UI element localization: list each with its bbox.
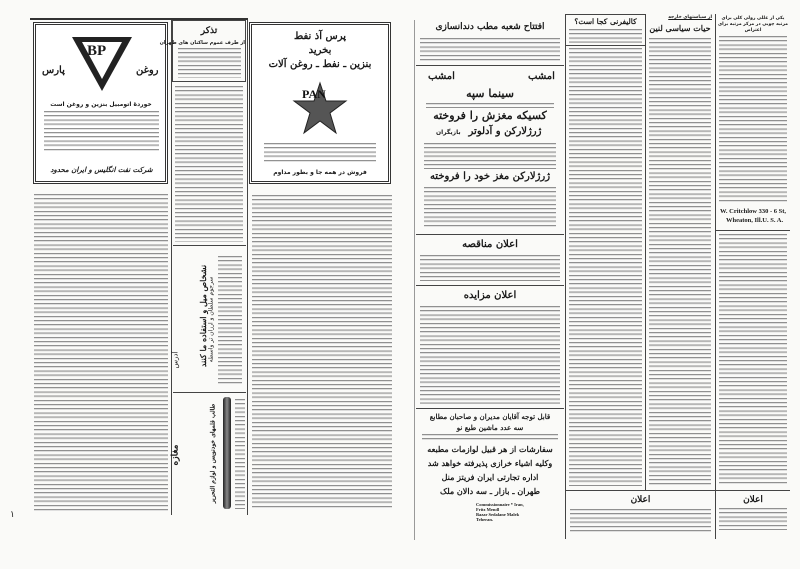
center-notice xyxy=(566,490,715,538)
pars-footer: فروش در همه جا و بطور مداوم xyxy=(273,169,367,176)
lenin-title: حیات سیاسی لنین xyxy=(649,23,711,33)
bp-subtitle: خوردهٔ اتومبیل بنزین و روغن است xyxy=(50,101,152,108)
bp-company-name: شرکت نفت انگلیس و ایران محدود xyxy=(50,165,153,174)
reminder-subtitle: از طرف عموم ساکنان های طهران xyxy=(159,40,245,46)
dental-clinic-ad xyxy=(416,16,564,66)
divider xyxy=(716,230,790,231)
printing-ad xyxy=(416,410,564,538)
cinema-venue: سینما سپه xyxy=(466,87,514,100)
cinema-body-2 xyxy=(424,187,556,229)
auction-notice xyxy=(416,287,564,409)
vertical-ad-1 xyxy=(173,245,246,393)
printing-latin-address xyxy=(476,502,524,522)
reminder-notice xyxy=(159,20,246,82)
california-intro xyxy=(569,29,642,43)
right-body-1 xyxy=(719,36,787,204)
vertical-ad-2-subtitle: مغازه xyxy=(170,444,181,466)
cinema-body-1 xyxy=(424,143,556,169)
divider xyxy=(716,490,790,491)
vertical-ad-2 xyxy=(170,395,246,515)
tender-notice xyxy=(416,236,564,286)
auction-title: اعلان مزایده xyxy=(463,290,517,301)
right-headline: یکی از عللی رولی کلی برای مرتبه چوبی در مرکز مرتبه برای اعتراض xyxy=(718,16,788,33)
right-article xyxy=(716,14,790,534)
pars-line-3: بنزین ـ نفط ـ روغن آلات xyxy=(268,59,372,70)
article-left-column xyxy=(34,194,168,512)
right-notice-title: اعلان xyxy=(743,495,763,505)
printing-line-5: اداره تجارتی ایران فریتز منل xyxy=(441,472,539,482)
printing-line-4: وکلیه اشیاء خرازی پذیرفته خواهد شد xyxy=(427,458,553,468)
latin-line: Bazar Sedalane Malek xyxy=(476,512,520,517)
bp-logo-text: BP xyxy=(87,43,107,59)
latin-line: Commissionnaire * Iran, xyxy=(476,502,524,507)
center-notice-title: اعلان xyxy=(630,495,651,505)
vertical-ad-2-title: طالب قلمهای خودنویس و لوازم التحریر xyxy=(209,403,217,504)
stars-label: بازیگران xyxy=(436,129,461,136)
printing-line-6: طهران ـ بازار ـ سه دالان ملک xyxy=(440,486,540,496)
printing-body xyxy=(422,434,558,442)
vertical-ad-1-body xyxy=(218,256,242,386)
cinema-ad xyxy=(416,67,564,235)
bp-word-pars: پارس xyxy=(42,65,65,76)
right-body-2 xyxy=(719,234,787,486)
tonight-left: امشب xyxy=(428,71,455,82)
california-article xyxy=(566,14,645,490)
article-right-column xyxy=(252,195,392,510)
page-number: ۱ xyxy=(10,510,15,520)
divider xyxy=(566,45,645,46)
latin-line: Teheran. xyxy=(476,517,493,522)
pars-line-1: پرس آذ نفط xyxy=(293,31,347,42)
vertical-ad-2-body xyxy=(235,399,245,509)
section-label: از سیاستهای خارجه xyxy=(668,15,712,20)
right-notice-body xyxy=(719,508,787,530)
reminder-title: تذکر xyxy=(200,26,218,36)
tender-body xyxy=(420,255,560,281)
latin-line: Fritz Mendl xyxy=(476,507,500,512)
bp-body-text xyxy=(44,111,159,151)
cinema-intro xyxy=(426,103,554,108)
column-divider xyxy=(171,20,172,515)
lenin-body xyxy=(649,38,711,485)
top-rule xyxy=(30,18,248,20)
vertical-ad-1-subtitle: سرجوم سلطان و ارزان تر واسطه xyxy=(207,276,215,363)
critchlow-address xyxy=(720,207,786,225)
dental-title: افتتاح شعبه مطب دندانسازی xyxy=(435,22,545,32)
pan-logo-text: PAN xyxy=(302,87,326,101)
address-line: Wheaton, Ill.U. S. A. xyxy=(726,217,784,224)
film-title-2: ژرژلارکن مغز خود را فروخته xyxy=(429,171,551,182)
fountain-pen-image xyxy=(223,397,231,509)
bp-oil-ad xyxy=(33,22,168,184)
column-divider xyxy=(247,20,248,515)
film-stars: ژرژلارکن و آدلوتر xyxy=(468,126,542,137)
tonight-right: امشب xyxy=(528,71,555,82)
california-body xyxy=(569,48,642,486)
auction-body xyxy=(420,306,560,404)
center-gutter xyxy=(414,20,415,540)
pars-oil-ad xyxy=(249,22,391,184)
pars-line-2: بخرید xyxy=(308,45,332,56)
vertical-ad-1-title: نشخاص میل و استفاده ما کنند xyxy=(198,264,208,368)
center-notice-body xyxy=(570,509,711,533)
film-title: کسیکه مغزش را فروخته xyxy=(433,109,547,122)
california-title: کالیفرنی کجا است؟ xyxy=(574,17,637,26)
bp-word-roghan: روغن xyxy=(136,65,159,76)
reminder-body xyxy=(178,48,241,78)
address-line: W. Critchlow 330 - 6 St, xyxy=(720,208,787,215)
pars-body xyxy=(264,143,376,163)
tender-title: اعلان مناقصه xyxy=(462,239,518,250)
reminder-column-text xyxy=(175,86,243,242)
vertical-ad-1-address: آدرس xyxy=(171,351,180,369)
printing-line-2: سه عدد ماشین طبع نو xyxy=(456,423,524,432)
lenin-article xyxy=(646,14,714,490)
printing-line-1: قابل توجه آقایان مدیران و صاحبان مطابع xyxy=(429,412,551,421)
printing-line-3: سفارشات از هر قبیل لوازمات مطبعه xyxy=(427,444,553,454)
dental-body xyxy=(420,38,560,62)
